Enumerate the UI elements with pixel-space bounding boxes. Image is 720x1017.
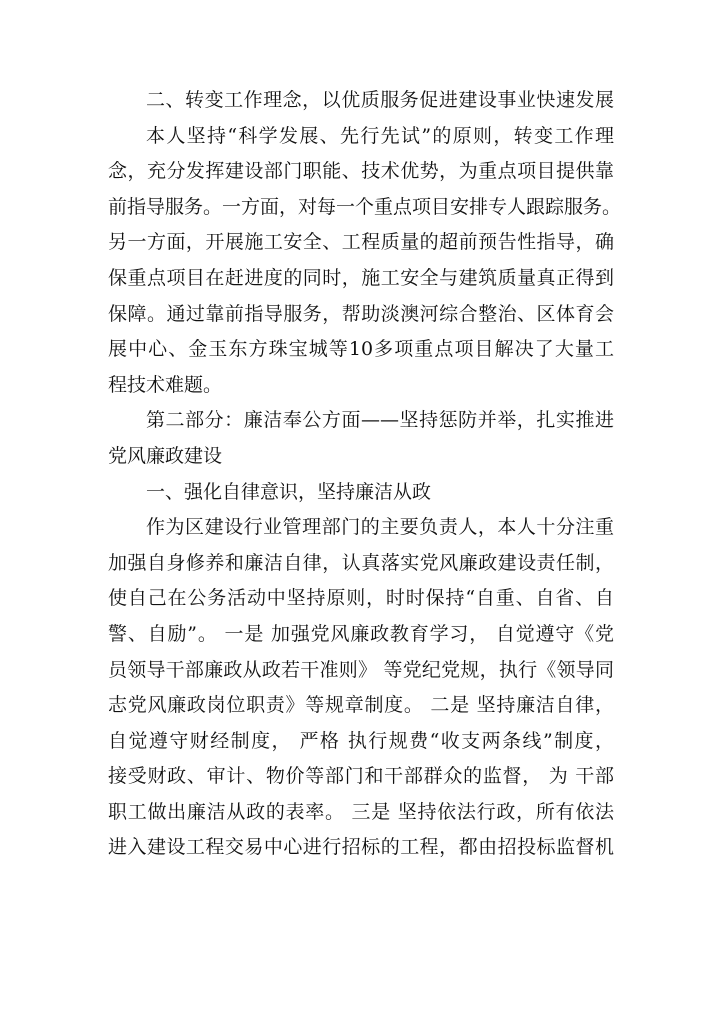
paragraph-line: 志党风廉政岗位职责》等规章制度。 二是 坚持廉洁自律， — [108, 694, 614, 717]
paragraph-line: 保障。通过靠前指导服务，帮助淡澳河综合整治、区体育会 — [108, 302, 614, 325]
paragraph-line: 念，充分发挥建设部门职能、技术优势，为重点项目提供靠 — [108, 160, 614, 183]
section-heading-transform-work-concept: 二、转变工作理念，以优质服务促进建设事业快速发展 — [146, 89, 614, 111]
paragraph-line: 职工做出廉洁从政的表率。 三是 坚持依法行政，所有依法 — [108, 800, 614, 823]
paragraph-line: 加强自身修养和廉洁自律，认真落实党风廉政建设责任制， — [108, 551, 614, 574]
paragraph-line: 保重点项目在赶进度的同时，施工安全与建筑质量真正得到 — [108, 266, 614, 289]
part-heading-continuation: 党风廉政建设 — [108, 444, 223, 467]
paragraph-line: 自觉遵守财经制度， 严格 执行规费“收支两条线”制度， — [108, 729, 614, 752]
part-heading-integrity: 第二部分：廉洁奉公方面——坚持惩防并举，扎实推进 — [146, 409, 614, 432]
paragraph-line: 使自己在公务活动中坚持原则，时时保持“自重、自省、自 — [108, 587, 614, 610]
section-heading-self-discipline: 一、强化自律意识，坚持廉洁从政 — [146, 480, 432, 503]
paragraph-line: 进入建设工程交易中心进行招标的工程，都由招投标监督机 — [108, 836, 614, 859]
paragraph-line: 作为区建设行业管理部门的主要负责人，本人十分注重 — [146, 516, 614, 539]
paragraph-line: 另一方面，开展施工安全、工程质量的超前预告性指导，确 — [108, 231, 614, 254]
paragraph-line: 警、自励”。 一是 加强党风廉政教育学习， 自觉遵守《党 — [108, 622, 614, 645]
paragraph-line: 前指导服务。一方面，对每一个重点项目安排专人跟踪服务。 — [108, 195, 622, 218]
paragraph-line: 本人坚持“科学发展、先行先试”的原则，转变工作理 — [146, 124, 614, 147]
paragraph-line: 程技术难题。 — [108, 373, 223, 396]
paragraph-line: 员领导干部廉政从政若干准则》 等党纪党规，执行《领导同 — [108, 658, 614, 681]
paragraph-line: 展中心、金玉东方珠宝城等10多项重点项目解决了大量工 — [108, 338, 614, 361]
paragraph-line: 接受财政、审计、物价等部门和干部群众的监督， 为 干部 — [108, 765, 614, 788]
document-body — [108, 83, 622, 866]
